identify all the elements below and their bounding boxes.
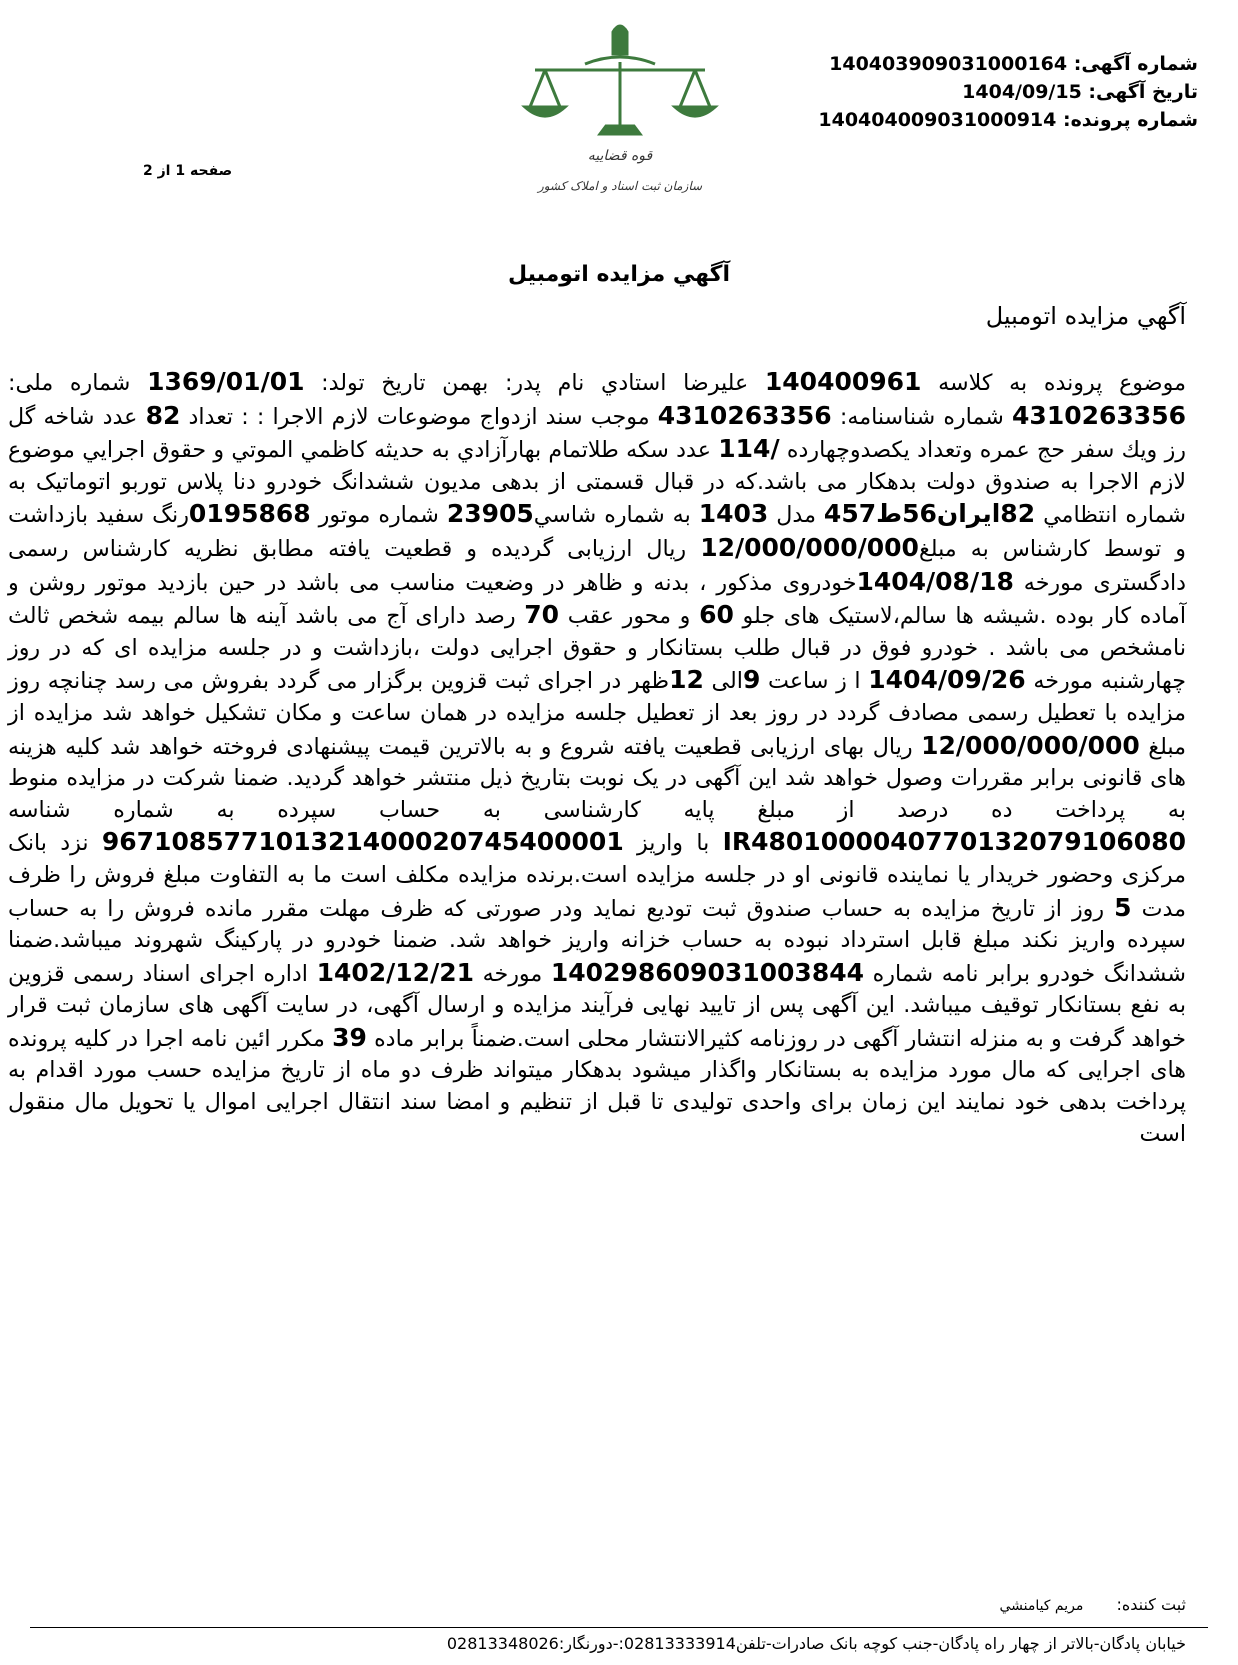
body-number: 1404/09/26: [868, 665, 1026, 695]
body-number: 1402/12/21: [316, 957, 474, 987]
body-number: 4310263356: [1012, 400, 1186, 430]
body-number: 1369/01/01: [147, 367, 305, 396]
body-text-run: ريال ارزيابی گرديده و قطعيت يافته مطابق نظريه کارشناس رسمی دادگستری مورخه: [8, 535, 1186, 596]
ad-meta-block: [818, 50, 1198, 134]
body-text-run: ريال بهای ارزيابی قطعيت يافته شروع و به بالاترين قيمت پيشنهادی فروخته خواهد شد کليه هزينه های قانونی برابر مقررات وصول خواهد شد اين آگهی در يک نوبت بتاريخ ذيل منتشر خواهد گرديد. ضمنا شرکت در مزايده منوط به پرداخت ده درصد از مبلغ پايه کارشناسی به حساب سپرده به شماره شناسه: [8, 733, 1186, 823]
logo-line-2: سازمان ثبت اسناد و املاک کشور: [537, 179, 703, 193]
ad-number: 140403909031000164: [829, 53, 1068, 75]
ad-date: 1404/09/15: [962, 81, 1082, 103]
page-indicator: صفحه 1 از 2: [143, 163, 233, 179]
ad-date-row: [818, 78, 1198, 106]
body-text-run: مدل: [776, 502, 816, 529]
body-number: IR480100004077013207910608‌0: [722, 827, 1186, 857]
ad-date-label: تاریخ آگهی:: [1088, 81, 1198, 103]
body-number: 4310263356: [657, 400, 832, 430]
page-subtitle: آگهي مزايده اتومبيل: [985, 302, 1186, 330]
body-text-run: با واريز: [637, 830, 710, 857]
ad-number-row: [818, 50, 1198, 78]
body-text-run: الی: [711, 668, 743, 695]
logo-line-1: قوه قضاییه: [587, 148, 653, 164]
footer-address: خيابان پادگان-بالاتر از چهار راه پادگان-جنب کوچه بانک صادرات-تلفن02813333914:-دورنگار:02813348026: [446, 1634, 1186, 1653]
body-number: 70: [524, 600, 560, 630]
body-text-run: مکرر ائين نامه اجرا در کليه پرونده های اجرايی که مال مورد مزايده به بستانکار واگذار ميشود بدهکار ميتواند ظرف دو ماه از تاريخ مزايده حسب مورد اقدام به پرداخت بدهی خود نمايند اين زمان برای واحدی توليدی تا قبل از تنظيم و امضا سند انتقال اجرايی اموال يا تحويل مال منقول است: [8, 1025, 1186, 1147]
body-number: 140400961: [764, 367, 922, 396]
body-number: 82ايران56ط457: [823, 499, 1036, 529]
body-number: 1404/08/18: [856, 566, 1014, 596]
body-text-run: عليرضا استادي نام پدر: بهمن تاريخ تولد:: [321, 370, 749, 396]
body-text-run: روز از تاريخ مزايده به حساب صندوق ثبت توديع نمايد ودر صورتی که ظرف مهلت مقرر مانده فروش را به حساب سپرده واريز نکند مبلغ قابل استرداد نبوده به حساب خزانه واريز خواهد شد. ضمنا خودرو در پارکينگ شهروند ميباشد.ضمنا ششدانگ خودرو برابر نامه شماره: [8, 895, 1186, 987]
body-text-run: شماره شناسنامه:: [839, 403, 1004, 430]
ad-number-label: شماره آگهی:: [1073, 53, 1198, 75]
page-title: آگهي مزايده اتومبيل: [507, 262, 731, 287]
registrar-label: ثبت کننده:: [1116, 1595, 1186, 1614]
body-number: 60: [699, 600, 734, 630]
judiciary-emblem-icon: [515, 12, 725, 212]
body-text-run: مورخه: [482, 960, 543, 987]
file-number: 14040400903100091‌4: [818, 109, 1057, 131]
body-number: 0195868: [188, 499, 311, 529]
registrar-name: مريم کيامنشي: [999, 1598, 1084, 1614]
body-number: 12/000/000/000: [700, 532, 919, 562]
body-text-run: خودروی مذکور ، بدنه و ظاهر در وضعيت مناسب می باشد در حين بازديد موتور روشن و آماده کار بوده .شيشه ها سالم،لاستيک های جلو: [8, 569, 1187, 630]
registrar-row: [999, 1595, 1186, 1614]
body-text-run: به شماره شاسي: [533, 502, 691, 529]
body-number: 1403: [698, 499, 769, 529]
body-text-run: موجب سند ازدواج موضوعات لازم الاجرا : : تعداد: [188, 403, 650, 430]
body-text-run: اداره اجرای اسناد رسمی قزوين به نفع بستانکار توقيف ميباشد. اين آگهی پس از تاييد نهايی فرآيند مزايده و ارسال آگهی، در سايت آگهی های سازمان ثبت قرار خواهد گرفت و به منزله انتشار آگهی در روزنامه کثيرالانتشار محلی است.ضمناً برابر ماده: [8, 960, 1186, 1052]
notice-body: [8, 366, 1186, 1150]
body-text-run: نزد بانک مرکزی وحضور خريدار يا نماينده قانونی او در جلسه مزايده است.برنده مزايده مکلف است ما به التفاوت مبلغ فروش را ظرف مدت: [8, 830, 1186, 922]
body-text-run: ا ز ساعت: [768, 668, 861, 695]
body-number: 82: [145, 400, 181, 430]
body-number: 39: [332, 1022, 367, 1052]
body-text-run: عدد سکه طلاتمام بهارآزادي به حديثه کاظمي الموتي و حقوق اجرايي موضوع لازم الاجرا به صندوق دولت بدهکار می باشد.که در قبال قسمتی از بدهی مديون ششدانگ خودرو دنا پلاس توربو اتوماتيک به شماره انتظامي: [8, 437, 1186, 529]
body-number: 967108577101321400020745400001: [101, 827, 624, 857]
file-number-label: شماره پرونده:: [1062, 109, 1198, 131]
body-text-run: عدد شاخه گل رز ويك سفر حج عمره وتعداد يكصدوچهارده: [8, 403, 1186, 464]
body-number: 5: [1114, 892, 1132, 922]
footer-divider: [30, 1627, 1208, 1628]
body-text-run: رنگ سفيد بازداشت و توسط کارشناس به مبلغ: [8, 502, 1187, 562]
body-text-run: رصد دارای آج می باشد آينه ها سالم بيمه شخص ثالث نامشخص می باشد . خودرو فوق در قبال طلب بستانکار و حقوق اجرايی دولت ،بازداشت و در جلسه مزايده ای که در روز چهارشنبه مورخه: [8, 603, 1186, 695]
body-number: 9: [742, 665, 761, 695]
body-number: 12: [669, 665, 704, 695]
body-text-run: شماره موتور: [318, 502, 439, 529]
body-text-run: موضوع پرونده به کلاسه: [938, 370, 1186, 396]
body-text-run: و محور عقب: [567, 603, 691, 630]
body-number: 14029860903100384‌4: [550, 957, 865, 987]
file-number-row: [818, 106, 1198, 134]
body-text-run: شماره ملی:: [8, 370, 131, 396]
body-number: 23905: [446, 499, 534, 529]
body-number: /114: [718, 434, 780, 464]
body-text-run: ظهر در اجرای ثبت قزوين برگزار می گردد بفروش می رسد چنانچه روز مزايده با تعطيل رسمی مصادف گردد در روز بعد از تعطيل جلسه مزايده در همان ساعت و مکان تشکيل خواهد شد مزايده از مبلغ: [8, 668, 1187, 760]
body-number: 12/000/000/000: [921, 730, 1140, 760]
